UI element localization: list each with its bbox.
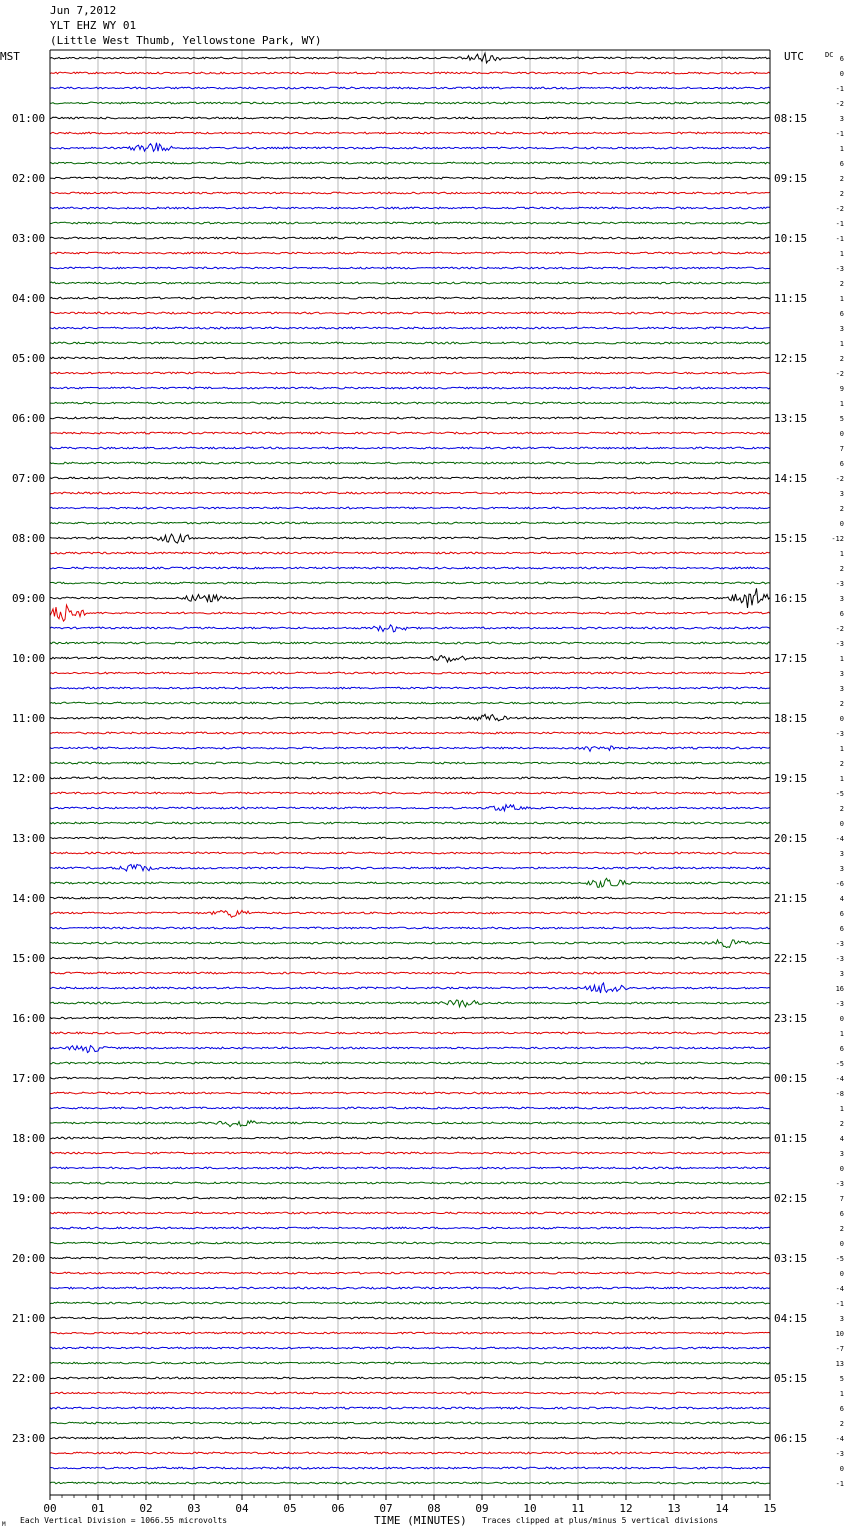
utc-hour-label: 10:15 (774, 232, 808, 245)
trace-row-42 (50, 687, 770, 689)
trace-row-16 (50, 297, 770, 299)
dc-offset-value: 1 (839, 745, 844, 753)
trace-row-65 (50, 1032, 770, 1034)
trace-row-95 (50, 1482, 770, 1484)
dc-offset-value: 3 (839, 865, 844, 873)
trace-row-40 (50, 656, 770, 663)
trace-row-2 (50, 87, 770, 89)
dc-offset-value: 6 (839, 1045, 844, 1053)
time-axis (43, 50, 776, 1515)
trace-row-81 (50, 1272, 770, 1274)
dc-offset-value: -4 (835, 835, 844, 843)
trace-row-37 (50, 605, 770, 621)
dc-offset-value: 0 (839, 715, 844, 723)
utc-hour-label: 05:15 (774, 1372, 808, 1385)
trace-row-33 (50, 552, 770, 554)
trace-row-83 (50, 1302, 770, 1304)
dc-offset-value: 3 (839, 685, 844, 693)
dc-offset-value: -3 (835, 1000, 844, 1008)
dc-offset-value: 3 (839, 595, 844, 603)
trace-row-55 (50, 878, 770, 887)
trace-row-22 (50, 387, 770, 389)
dc-offset-value: 0 (839, 1465, 844, 1473)
dc-offset-value: 6 (839, 160, 844, 168)
utc-hour-label: 21:15 (774, 892, 808, 905)
utc-hour-label: 13:15 (774, 412, 808, 425)
trace-row-63 (50, 1000, 770, 1007)
dc-offset-value: 1 (839, 340, 844, 348)
trace-row-44 (50, 714, 770, 721)
utc-hour-label: 08:15 (774, 112, 808, 125)
utc-hour-label: 06:15 (774, 1432, 808, 1445)
trace-row-23 (50, 402, 770, 404)
x-tick-label: 08 (427, 1502, 441, 1515)
dc-offset-value: -3 (835, 1450, 844, 1458)
dc-offset-value: -3 (835, 730, 844, 738)
dc-offset-value: -1 (835, 1300, 844, 1308)
trace-row-29 (50, 492, 770, 494)
mst-hour-label: 17:00 (12, 1072, 46, 1085)
trace-row-94 (50, 1467, 770, 1469)
trace-row-47 (50, 762, 770, 764)
mst-hour-label: 01:00 (12, 112, 46, 125)
trace-row-71 (50, 1121, 770, 1127)
mst-hour-label: 14:00 (12, 892, 46, 905)
trace-row-13 (50, 252, 770, 254)
dc-offset-value: 2 (839, 355, 844, 363)
dc-offset-value: -4 (835, 1285, 844, 1293)
utc-hour-label: 23:15 (774, 1012, 808, 1025)
trace-row-15 (50, 282, 770, 284)
footer-scale-note: Each Vertical Division = 1066.55 microvolts (20, 1516, 228, 1525)
dc-offset-value: -3 (835, 640, 844, 648)
dc-offset-value: 2 (839, 1225, 844, 1233)
trace-row-68 (50, 1077, 770, 1079)
utc-hour-label: 15:15 (774, 532, 808, 545)
dc-offset-value: -2 (835, 370, 844, 378)
x-axis-label: TIME (MINUTES) (374, 1514, 467, 1527)
mst-hour-label: 10:00 (12, 652, 46, 665)
trace-row-17 (50, 312, 770, 314)
utc-hour-label: 11:15 (774, 292, 808, 305)
trace-row-89 (50, 1392, 770, 1394)
mst-hour-label: 12:00 (12, 772, 46, 785)
trace-row-53 (50, 852, 770, 854)
trace-row-84 (50, 1317, 770, 1319)
trace-row-61 (50, 972, 770, 974)
trace-row-70 (50, 1107, 770, 1109)
trace-row-27 (50, 462, 770, 464)
trace-row-30 (50, 507, 770, 509)
utc-hour-label: 04:15 (774, 1312, 808, 1325)
trace-row-5 (50, 132, 770, 134)
dc-offset-value: -4 (835, 1075, 844, 1083)
dc-offset-value: 6 (839, 460, 844, 468)
trace-row-72 (50, 1137, 770, 1139)
mst-hour-label: 06:00 (12, 412, 46, 425)
trace-row-90 (50, 1407, 770, 1409)
dc-offset-value: 3 (839, 115, 844, 123)
dc-offset-value: 0 (839, 520, 844, 528)
x-tick-label: 11 (571, 1502, 585, 1515)
dc-offset-value: 2 (839, 805, 844, 813)
trace-row-31 (50, 522, 770, 524)
dc-offset-value: 2 (839, 505, 844, 513)
trace-row-88 (50, 1377, 770, 1379)
dc-offset-value: -1 (835, 235, 844, 243)
trace-row-77 (50, 1212, 770, 1214)
dc-offset-value: 9 (839, 385, 844, 393)
trace-row-54 (50, 864, 770, 871)
x-tick-label: 15 (763, 1502, 777, 1515)
dc-offset-value: 2 (839, 1420, 844, 1428)
dc-offset-value: 2 (839, 565, 844, 573)
trace-row-74 (50, 1167, 770, 1169)
trace-row-26 (50, 447, 770, 449)
mst-hour-label: 20:00 (12, 1252, 46, 1265)
dc-offset-value: 3 (839, 970, 844, 978)
trace-row-59 (50, 940, 770, 948)
utc-hour-label: 12:15 (774, 352, 808, 365)
mst-hour-label: 18:00 (12, 1132, 46, 1145)
dc-offset-value: 6 (839, 1210, 844, 1218)
dc-offset-value: 0 (839, 1165, 844, 1173)
dc-offset-value: -7 (835, 1345, 844, 1353)
trace-row-78 (50, 1227, 770, 1229)
trace-row-87 (50, 1362, 770, 1364)
x-tick-label: 14 (715, 1502, 729, 1515)
dc-offset-value: -1 (835, 130, 844, 138)
dc-label: DC (825, 51, 834, 59)
dc-offset-column (831, 55, 844, 1488)
mst-hour-label: 21:00 (12, 1312, 46, 1325)
dc-offset-value: -3 (835, 1180, 844, 1188)
dc-offset-value: 0 (839, 1240, 844, 1248)
trace-row-7 (50, 162, 770, 164)
trace-row-46 (50, 746, 770, 751)
dc-offset-value: 1 (839, 1390, 844, 1398)
dc-offset-value: 1 (839, 1030, 844, 1038)
utc-hour-label: 19:15 (774, 772, 808, 785)
dc-offset-value: 6 (839, 55, 844, 63)
trace-row-24 (50, 417, 770, 419)
trace-row-62 (50, 983, 770, 993)
trace-row-38 (50, 625, 770, 632)
dc-offset-value: -1 (835, 85, 844, 93)
trace-row-58 (50, 927, 770, 929)
dc-offset-value: 3 (839, 325, 844, 333)
dc-offset-value: 0 (839, 1015, 844, 1023)
mst-hour-labels (12, 112, 45, 1445)
mst-hour-label: 07:00 (12, 472, 46, 485)
dc-offset-value: -1 (835, 220, 844, 228)
mst-label: MST (0, 50, 20, 63)
dc-offset-value: 6 (839, 310, 844, 318)
utc-hour-label: 09:15 (774, 172, 808, 185)
trace-row-49 (50, 792, 770, 794)
plot-date: Jun 7,2012 (50, 4, 117, 17)
dc-offset-value: -4 (835, 1435, 844, 1443)
trace-row-82 (50, 1287, 770, 1289)
trace-row-10 (50, 207, 770, 209)
dc-offset-value: 1 (839, 295, 844, 303)
dc-offset-value: 6 (839, 925, 844, 933)
x-tick-label: 05 (283, 1502, 297, 1515)
mst-hour-label: 09:00 (12, 592, 46, 605)
trace-row-73 (50, 1152, 770, 1154)
mst-hour-label: 03:00 (12, 232, 46, 245)
dc-offset-value: 2 (839, 760, 844, 768)
dc-offset-value: 7 (839, 1195, 844, 1203)
dc-offset-value: -3 (835, 265, 844, 273)
dc-offset-value: 0 (839, 70, 844, 78)
trace-row-6 (50, 143, 770, 152)
dc-offset-value: 4 (839, 895, 844, 903)
trace-row-35 (50, 582, 770, 584)
dc-offset-value: 4 (839, 1135, 844, 1143)
trace-row-43 (50, 702, 770, 704)
dc-offset-value: -3 (835, 955, 844, 963)
dc-offset-value: 2 (839, 700, 844, 708)
utc-hour-label: 22:15 (774, 952, 808, 965)
dc-offset-value: -12 (831, 535, 844, 543)
trace-row-45 (50, 732, 770, 734)
mst-hour-label: 05:00 (12, 352, 46, 365)
dc-offset-value: 1 (839, 145, 844, 153)
dc-offset-value: 6 (839, 1405, 844, 1413)
trace-row-19 (50, 342, 770, 344)
trace-row-21 (50, 372, 770, 374)
trace-row-4 (50, 117, 770, 119)
trace-row-48 (50, 777, 770, 779)
trace-row-14 (50, 267, 770, 269)
utc-hour-label: 16:15 (774, 592, 808, 605)
x-tick-label: 04 (235, 1502, 249, 1515)
trace-row-0 (50, 53, 770, 63)
dc-offset-value: -2 (835, 205, 844, 213)
trace-row-50 (50, 805, 770, 811)
x-tick-label: 02 (139, 1502, 153, 1515)
dc-offset-value: 2 (839, 175, 844, 183)
x-tick-label: 00 (43, 1502, 57, 1515)
dc-offset-value: 16 (835, 985, 844, 993)
trace-row-12 (50, 237, 770, 239)
trace-row-41 (50, 672, 770, 674)
x-tick-label: 10 (523, 1502, 537, 1515)
trace-row-76 (50, 1197, 770, 1199)
dc-offset-value: 3 (839, 850, 844, 858)
trace-row-85 (50, 1332, 770, 1334)
mst-hour-label: 15:00 (12, 952, 46, 965)
utc-hour-label: 14:15 (774, 472, 808, 485)
dc-offset-value: 7 (839, 445, 844, 453)
trace-row-34 (50, 567, 770, 569)
dc-offset-value: 3 (839, 1315, 844, 1323)
trace-row-8 (50, 177, 770, 179)
utc-hour-label: 01:15 (774, 1132, 808, 1145)
dc-offset-value: 3 (839, 1150, 844, 1158)
dc-offset-value: 1 (839, 1105, 844, 1113)
dc-offset-value: 0 (839, 820, 844, 828)
dc-offset-value: -5 (835, 1255, 844, 1263)
x-tick-label: 07 (379, 1502, 393, 1515)
trace-row-69 (50, 1092, 770, 1094)
dc-offset-value: 1 (839, 250, 844, 258)
mst-hour-label: 22:00 (12, 1372, 46, 1385)
mst-hour-label: 11:00 (12, 712, 46, 725)
dc-offset-value: 5 (839, 1375, 844, 1383)
dc-offset-value: -1 (835, 1480, 844, 1488)
dc-offset-value: -6 (835, 880, 844, 888)
dc-offset-value: 1 (839, 655, 844, 663)
x-tick-label: 01 (91, 1502, 105, 1515)
trace-row-92 (50, 1437, 770, 1439)
utc-hour-labels (774, 112, 807, 1445)
mst-hour-label: 08:00 (12, 532, 46, 545)
x-tick-label: 09 (475, 1502, 489, 1515)
dc-offset-value: -3 (835, 940, 844, 948)
trace-row-91 (50, 1422, 770, 1424)
trace-rows (50, 53, 770, 1484)
dc-offset-value: 2 (839, 190, 844, 198)
dc-offset-value: 3 (839, 490, 844, 498)
dc-offset-value: 6 (839, 610, 844, 618)
trace-row-60 (50, 957, 770, 959)
dc-offset-value: -5 (835, 1060, 844, 1068)
trace-row-3 (50, 102, 770, 104)
footer-mark: M (2, 1521, 6, 1528)
trace-row-64 (50, 1017, 770, 1019)
dc-offset-value: -2 (835, 475, 844, 483)
trace-row-28 (50, 477, 770, 479)
dc-offset-value: 2 (839, 1120, 844, 1128)
trace-row-36 (50, 588, 770, 608)
utc-label: UTC (784, 50, 804, 63)
dc-offset-value: 2 (839, 280, 844, 288)
trace-row-20 (50, 357, 770, 359)
trace-row-32 (50, 534, 770, 543)
mst-hour-label: 02:00 (12, 172, 46, 185)
dc-offset-value: 10 (835, 1330, 844, 1338)
mst-hour-label: 04:00 (12, 292, 46, 305)
dc-offset-value: 1 (839, 400, 844, 408)
trace-row-57 (50, 910, 770, 917)
dc-offset-value: -2 (835, 100, 844, 108)
station-code: YLT EHZ WY 01 (50, 19, 137, 32)
dc-offset-value: -3 (835, 580, 844, 588)
trace-row-39 (50, 642, 770, 644)
x-tick-label: 13 (667, 1502, 681, 1515)
dc-offset-value: 3 (839, 670, 844, 678)
trace-row-11 (50, 222, 770, 224)
dc-offset-value: -8 (835, 1090, 844, 1098)
footer-clip-note: Traces clipped at plus/minus 5 vertical divisions (482, 1516, 719, 1525)
utc-hour-label: 03:15 (774, 1252, 808, 1265)
trace-row-93 (50, 1452, 770, 1454)
dc-offset-value: 0 (839, 1270, 844, 1278)
utc-hour-label: 00:15 (774, 1072, 808, 1085)
utc-hour-label: 18:15 (774, 712, 808, 725)
dc-offset-value: 13 (835, 1360, 844, 1368)
trace-row-79 (50, 1242, 770, 1244)
dc-offset-value: 6 (839, 910, 844, 918)
mst-hour-label: 16:00 (12, 1012, 46, 1025)
dc-offset-value: 1 (839, 550, 844, 558)
utc-hour-label: 02:15 (774, 1192, 808, 1205)
dc-offset-value: 5 (839, 415, 844, 423)
mst-hour-label: 13:00 (12, 832, 46, 845)
trace-row-86 (50, 1347, 770, 1349)
trace-row-18 (50, 327, 770, 329)
x-tick-label: 12 (619, 1502, 633, 1515)
trace-row-25 (50, 432, 770, 434)
dc-offset-value: -5 (835, 790, 844, 798)
trace-row-1 (50, 72, 770, 74)
utc-hour-label: 17:15 (774, 652, 808, 665)
utc-hour-label: 20:15 (774, 832, 808, 845)
x-tick-label: 03 (187, 1502, 201, 1515)
dc-offset-value: 1 (839, 775, 844, 783)
trace-row-66 (50, 1046, 770, 1053)
trace-row-52 (50, 837, 770, 839)
x-tick-label: 06 (331, 1502, 345, 1515)
mst-hour-label: 23:00 (12, 1432, 46, 1445)
trace-row-67 (50, 1062, 770, 1064)
trace-row-51 (50, 822, 770, 824)
trace-row-56 (50, 897, 770, 899)
dc-offset-value: -2 (835, 625, 844, 633)
station-location: (Little West Thumb, Yellowstone Park, WY) (50, 34, 322, 47)
trace-row-75 (50, 1182, 770, 1184)
trace-row-80 (50, 1257, 770, 1259)
trace-row-9 (50, 192, 770, 194)
dc-offset-value: 0 (839, 430, 844, 438)
mst-hour-label: 19:00 (12, 1192, 46, 1205)
